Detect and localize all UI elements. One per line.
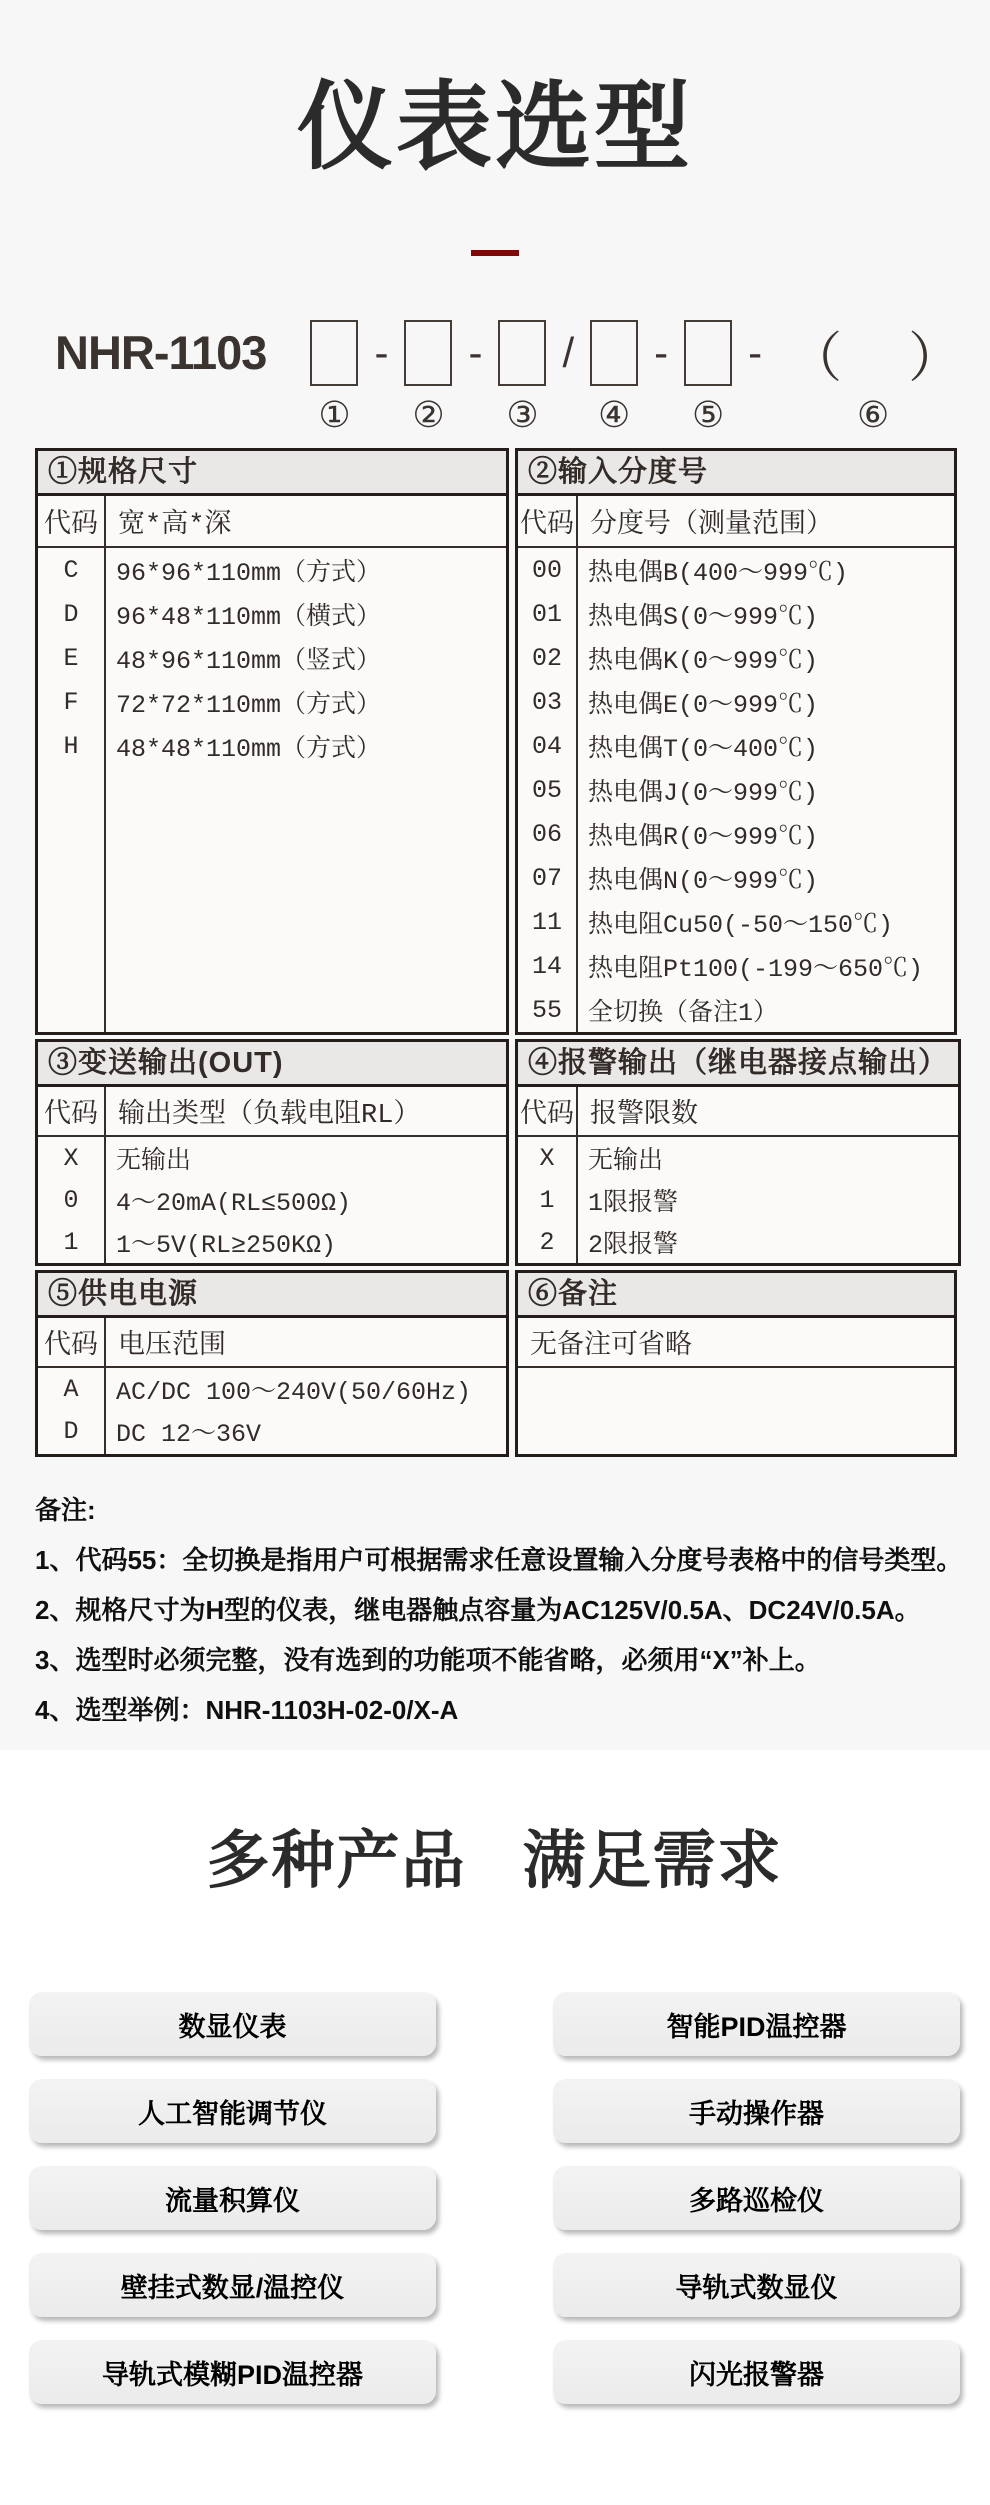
- notes: [35, 1485, 990, 1735]
- section-title: ③变送输出(OUT): [38, 1042, 506, 1087]
- table-row: [518, 636, 954, 680]
- model-slot: [778, 320, 968, 436]
- code-cell: 0: [63, 1185, 79, 1215]
- model-slot: [498, 320, 546, 436]
- value-cell: 48*48*110mm（方式）: [116, 735, 382, 764]
- table-row: [518, 592, 954, 636]
- column-header-row: [518, 496, 954, 548]
- model-slot: [558, 320, 578, 436]
- section-title: ⑥备注: [518, 1273, 954, 1318]
- section-title: ⑤供电电源: [38, 1273, 506, 1318]
- product-button[interactable]: 导轨式数显仪: [553, 2253, 960, 2317]
- column-header-row: [518, 1087, 958, 1137]
- value-cell: 1～5V(RL≥250KΩ): [116, 1231, 337, 1260]
- table-row: [518, 548, 954, 592]
- table-row: [38, 592, 506, 636]
- note-item: 2、规格尺寸为H型的仪表，继电器触点容量为AC125V/0.5A、DC24V/0.5A。: [35, 1595, 921, 1625]
- model-slot: [650, 320, 672, 436]
- column-header-row: [38, 1318, 506, 1368]
- column-header: 电压范围: [118, 1332, 226, 1362]
- product-button[interactable]: 人工智能调节仪: [29, 2079, 436, 2143]
- model-slot: [404, 320, 452, 436]
- column-divider: [104, 1137, 106, 1263]
- value-cell: 热电偶T(0～400℃): [588, 735, 819, 764]
- product-button[interactable]: 智能PID温控器: [553, 1992, 960, 2056]
- model-separator: -: [468, 329, 483, 376]
- value-cell: 热电偶N(0～999℃): [588, 867, 819, 896]
- code-cell: 1: [63, 1227, 79, 1257]
- model-slot: [744, 320, 766, 436]
- code-cell: 55: [531, 995, 562, 1025]
- product-button[interactable]: 闪光报警器: [553, 2340, 960, 2404]
- notes-heading: 备注:: [35, 1495, 96, 1525]
- model-separator: -: [654, 329, 669, 376]
- model-position-label: ⑤: [691, 394, 725, 435]
- model-box: [404, 320, 452, 386]
- table-row: [518, 1179, 958, 1221]
- code-cell: C: [63, 555, 79, 585]
- code-cell: F: [63, 687, 79, 717]
- table-row: [518, 680, 954, 724]
- value-cell: 热电阻Cu50(-50～150℃): [588, 911, 894, 940]
- value-cell: AC/DC 100～240V(50/60Hz): [116, 1378, 472, 1407]
- section-table: [35, 448, 509, 1035]
- value-cell: 热电偶K(0～999℃): [588, 647, 819, 676]
- code-cell: X: [63, 1143, 79, 1173]
- section-table: [515, 448, 957, 1035]
- table-row: [518, 1221, 958, 1263]
- model-slot: [684, 320, 732, 436]
- model-position-label: ④: [597, 394, 631, 435]
- value-cell: 热电偶R(0～999℃): [588, 823, 819, 852]
- code-cell: 01: [531, 599, 562, 629]
- table-section-row: [35, 1039, 957, 1266]
- section-title: ①规格尺寸: [38, 451, 506, 496]
- products-section: [0, 1750, 990, 2505]
- section-title: ④报警输出（继电器接点输出）: [518, 1042, 958, 1087]
- code-cell: 02: [531, 643, 562, 673]
- column-header-row: [38, 496, 506, 548]
- value-cell: 96*48*110mm（横式）: [116, 603, 382, 632]
- product-button[interactable]: 多路巡检仪: [553, 2166, 960, 2230]
- value-cell: 2限报警: [588, 1231, 679, 1260]
- table-body: [38, 1137, 506, 1263]
- table-row: [518, 768, 954, 812]
- code-cell: 04: [531, 731, 562, 761]
- table-row: [518, 812, 954, 856]
- model-slot: [590, 320, 638, 436]
- column-header: 分度号（测量范围）: [590, 511, 833, 541]
- column-divider: [104, 548, 106, 1032]
- column-header-row: [38, 1087, 506, 1137]
- code-cell: D: [63, 599, 79, 629]
- value-cell: 48*96*110mm（竖式）: [116, 647, 382, 676]
- code-column-header: 代码: [38, 496, 106, 546]
- model-separator: -: [374, 329, 389, 376]
- code-cell: D: [63, 1416, 79, 1446]
- table-section-row: [35, 1270, 957, 1457]
- code-cell: 06: [531, 819, 562, 849]
- table-row: [38, 1179, 506, 1221]
- code-column-header: 代码: [518, 496, 578, 546]
- table-row: [518, 724, 954, 768]
- model-slot: [464, 320, 486, 436]
- code-cell: 05: [531, 775, 562, 805]
- model-box: [684, 320, 732, 386]
- code-cell: 1: [539, 1185, 555, 1215]
- products-heading: [29, 1818, 960, 1904]
- value-cell: 96*96*110mm（方式）: [116, 559, 382, 588]
- code-cell: 07: [531, 863, 562, 893]
- value-cell: 4～20mA(RL≤500Ω): [116, 1189, 352, 1218]
- product-button[interactable]: 流量积算仪: [29, 2166, 436, 2230]
- model-slot: [370, 320, 392, 436]
- table-row: [518, 944, 954, 988]
- table-row: [518, 988, 954, 1032]
- code-cell: E: [63, 643, 79, 673]
- column-divider: [576, 1137, 578, 1263]
- value-cell: DC 12～36V: [116, 1420, 262, 1449]
- product-button[interactable]: 数显仪表: [29, 1992, 436, 2056]
- model-position-label: ③: [506, 394, 539, 435]
- code-cell: 2: [539, 1227, 555, 1257]
- model-prefix: NHR-1103: [55, 326, 267, 379]
- table-row: [38, 1221, 506, 1263]
- table-row: [38, 636, 506, 680]
- model-position-label: ①: [318, 394, 351, 435]
- table-row: [38, 1368, 506, 1410]
- model-separator: -: [748, 329, 763, 376]
- value-cell: 热电偶E(0～999℃): [588, 691, 819, 720]
- value-cell: 全切换（备注1）: [588, 999, 779, 1028]
- model-slot: [310, 320, 358, 436]
- value-cell: 热电偶B(400～999℃): [588, 559, 849, 588]
- model-box: [498, 320, 546, 386]
- section-title: ②输入分度号: [518, 451, 954, 496]
- code-cell: 03: [531, 687, 562, 717]
- note-item: 1、代码55：全切换是指用户可根据需求任意设置输入分度号表格中的信号类型。: [35, 1545, 963, 1575]
- notes-list: [35, 1535, 990, 1735]
- table-body: [518, 1368, 954, 1454]
- value-cell: 热电阻Pt100(-199～650℃): [588, 955, 924, 984]
- column-divider: [576, 548, 578, 1032]
- table-section-row: [35, 448, 957, 1035]
- model-separator: /: [562, 329, 575, 376]
- value-cell: 72*72*110mm（方式）: [116, 691, 382, 720]
- code-cell: X: [539, 1143, 555, 1173]
- model-box: [310, 320, 358, 386]
- section-table: [515, 1039, 961, 1266]
- code-cell: H: [63, 731, 79, 761]
- code-column-header: 代码: [38, 1318, 106, 1366]
- value-cell: 无输出: [116, 1147, 192, 1176]
- value-cell: 热电偶J(0～999℃): [588, 779, 819, 808]
- table-body: [38, 1368, 506, 1454]
- title-underline: [471, 250, 519, 256]
- table-row: [38, 680, 506, 724]
- value-cell: 热电偶S(0～999℃): [588, 603, 819, 632]
- column-header: 输出类型（负载电阻RL）: [118, 1101, 421, 1131]
- table-row: [518, 1137, 958, 1179]
- product-button[interactable]: 手动操作器: [553, 2079, 960, 2143]
- code-cell: 00: [531, 555, 562, 585]
- code-cell: 14: [531, 951, 562, 981]
- table-body: [518, 548, 954, 1032]
- code-cell: A: [63, 1374, 79, 1404]
- code-column-header: 代码: [38, 1087, 106, 1135]
- column-header: 宽*高*深: [118, 511, 232, 541]
- model-parens: （ ）: [788, 327, 969, 388]
- column-divider: [104, 1368, 106, 1454]
- code-column-header: 代码: [518, 1087, 578, 1135]
- selection-table: [35, 448, 957, 1457]
- table-body: [38, 548, 506, 1032]
- model-position-label: ②: [412, 394, 445, 435]
- table-row: [518, 856, 954, 900]
- products-heading-part1: 多种产品: [206, 1826, 467, 1896]
- table-row: [38, 1410, 506, 1452]
- products-heading-part2: 满足需求: [522, 1826, 783, 1896]
- note-item: 3、选型时必须完整，没有选到的功能项不能省略，必须用“X”补上。: [35, 1645, 821, 1675]
- product-button[interactable]: 导轨式模糊PID温控器: [29, 2340, 436, 2404]
- section-table: [515, 1270, 957, 1457]
- single-note-cell: 无备注可省略: [518, 1318, 954, 1368]
- value-cell: 1限报警: [588, 1189, 679, 1218]
- note-item: 4、选型举例：NHR-1103H-02-0/X-A: [35, 1695, 459, 1725]
- value-cell: 无输出: [588, 1147, 664, 1176]
- table-row: [38, 724, 506, 768]
- section-table: [35, 1039, 509, 1266]
- product-button[interactable]: 壁挂式数显/温控仪: [29, 2253, 436, 2317]
- table-row: [518, 900, 954, 944]
- page-title: 仪表选型: [297, 74, 693, 181]
- code-cell: 11: [531, 907, 562, 937]
- model-code-diagram: [55, 320, 990, 436]
- model-position-label: ⑥: [856, 394, 890, 435]
- table-row: [38, 548, 506, 592]
- model-box: [590, 320, 638, 386]
- section-table: [35, 1270, 509, 1457]
- column-header: 报警限数: [590, 1101, 698, 1131]
- product-grid: [29, 1992, 960, 2404]
- table-row: [38, 1137, 506, 1179]
- table-body: [518, 1137, 958, 1263]
